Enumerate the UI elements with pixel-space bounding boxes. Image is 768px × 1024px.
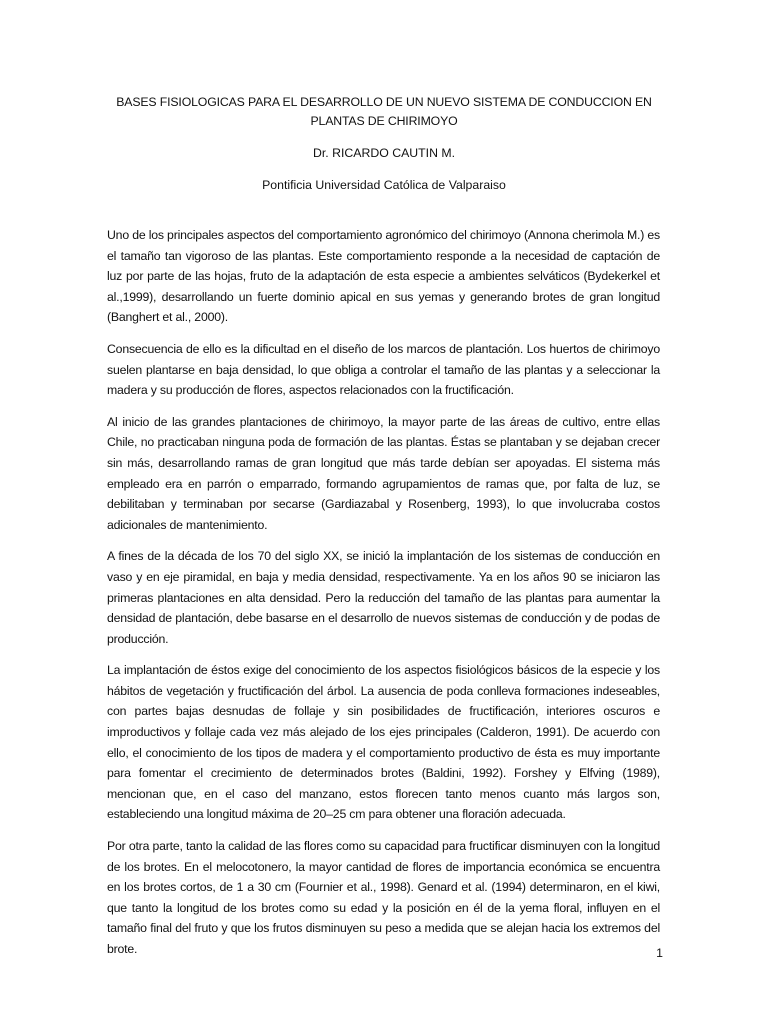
paragraph-2: Consecuencia de ello es la dificultad en el diseño de los marcos de plantación. Los huertos de chirimoyo suelen plantarse en baja densidad, lo que obliga a controlar el tamaño de las plantas y a seleccionar la madera y su producción de flores, aspectos relacionados con la fructificación.	[107, 341, 660, 398]
paragraph-3: Al inicio de las grandes plantaciones de chirimoyo, la mayor parte de las áreas de cultivo, entre ellas Chile, no practicaban ninguna poda de formación de las plantas. Éstas se plantaban y se dejaban crecer sin más, desarrollando ramas de gran longitud que más tarde debían ser apoyadas. El sistema más empleado era en parrón o emparrado, formando agrupamientos de ramas que, por falta de luz, se debilitaban y terminaban por secarse (Gardiazabal y Rosenberg, 1993), lo que involucraba costos adicionales de mantenimiento.	[107, 414, 660, 532]
document-author: Dr. RICARDO CAUTIN M.	[312, 146, 456, 160]
document-header	[100, 93, 668, 195]
document-title: BASES FISIOLOGICAS PARA EL DESARROLLO DE UN NUEVO SISTEMA DE CONDUCCION EN PLANTAS DE CHIRIMOYO	[116, 95, 652, 128]
paragraph-5: La implantación de éstos exige del conocimiento de los aspectos fisiológicos básicos de la especie y los hábitos de vegetación y fructificación del árbol. La ausencia de poda conlleva formaciones indeseables, con partes bajas desnudas de follaje y sin posibilidades de fructificación, interiores oscuros e improductivos y follaje cada vez más alejado de los ejes principales (Calderon, 1991). De acuerdo con ello, el conocimiento de los tipos de madera y el comportamiento productivo de ésta es muy importante para fomentar el crecimiento de determinados brotes (Baldini, 1992). Forshey y Elfving (1989), mencionan que, en el caso del manzano, estos florecen tanto menos cuanto más largos son, estableciendo una longitud máxima de 20–25 cm para obtener una floración adecuada.	[107, 663, 660, 822]
paragraph-1: Uno de los principales aspectos del comportamiento agronómico del chirimoyo (Annona cherimola M.) es el tamaño tan vigoroso de las plantas. Este comportamiento responde a la necesidad de captación de luz por parte de las hojas, fruto de la adaptación de esta especie a ambientes selváticos (Bydekerkel et al.,1999), desarrollando un fuerte dominio apical en sus yemas y generando brotes de gran longitud (Banghert et al., 2000).	[107, 228, 660, 325]
document-body	[107, 225, 660, 971]
paragraph-6: Por otra parte, tanto la calidad de las flores como su capacidad para fructificar disminuyen con la longitud de los brotes. En el melocotonero, la mayor cantidad de flores de importancia económica se encuentra en los brotes cortos, de 1 a 30 cm (Fournier et al., 1998). Genard et al. (1994) determinaron, en el kiwi, que tanto la longitud de los brotes como su edad y la posición en él de la yema floral, influyen en el tamaño final del fruto y que los frutos disminuyen su peso a medida que se alejan hacia los extremos del brote.	[107, 839, 660, 956]
page-number: 1	[656, 946, 663, 960]
document-affiliation: Pontificia Universidad Católica de Valparaiso	[262, 178, 506, 192]
paragraph-4: A fines de la década de los 70 del siglo XX, se inició la implantación de los sistemas de conducción en vaso y en eje piramidal, en baja y media densidad, respectivamente. Ya en los años 90 se iniciaron las primeras plantaciones en alta densidad. Pero la reducción del tamaño de las plantas para aumentar la densidad de plantación, debe basarse en el desarrollo de nuevos sistemas de conducción y de podas de producción.	[107, 549, 660, 646]
